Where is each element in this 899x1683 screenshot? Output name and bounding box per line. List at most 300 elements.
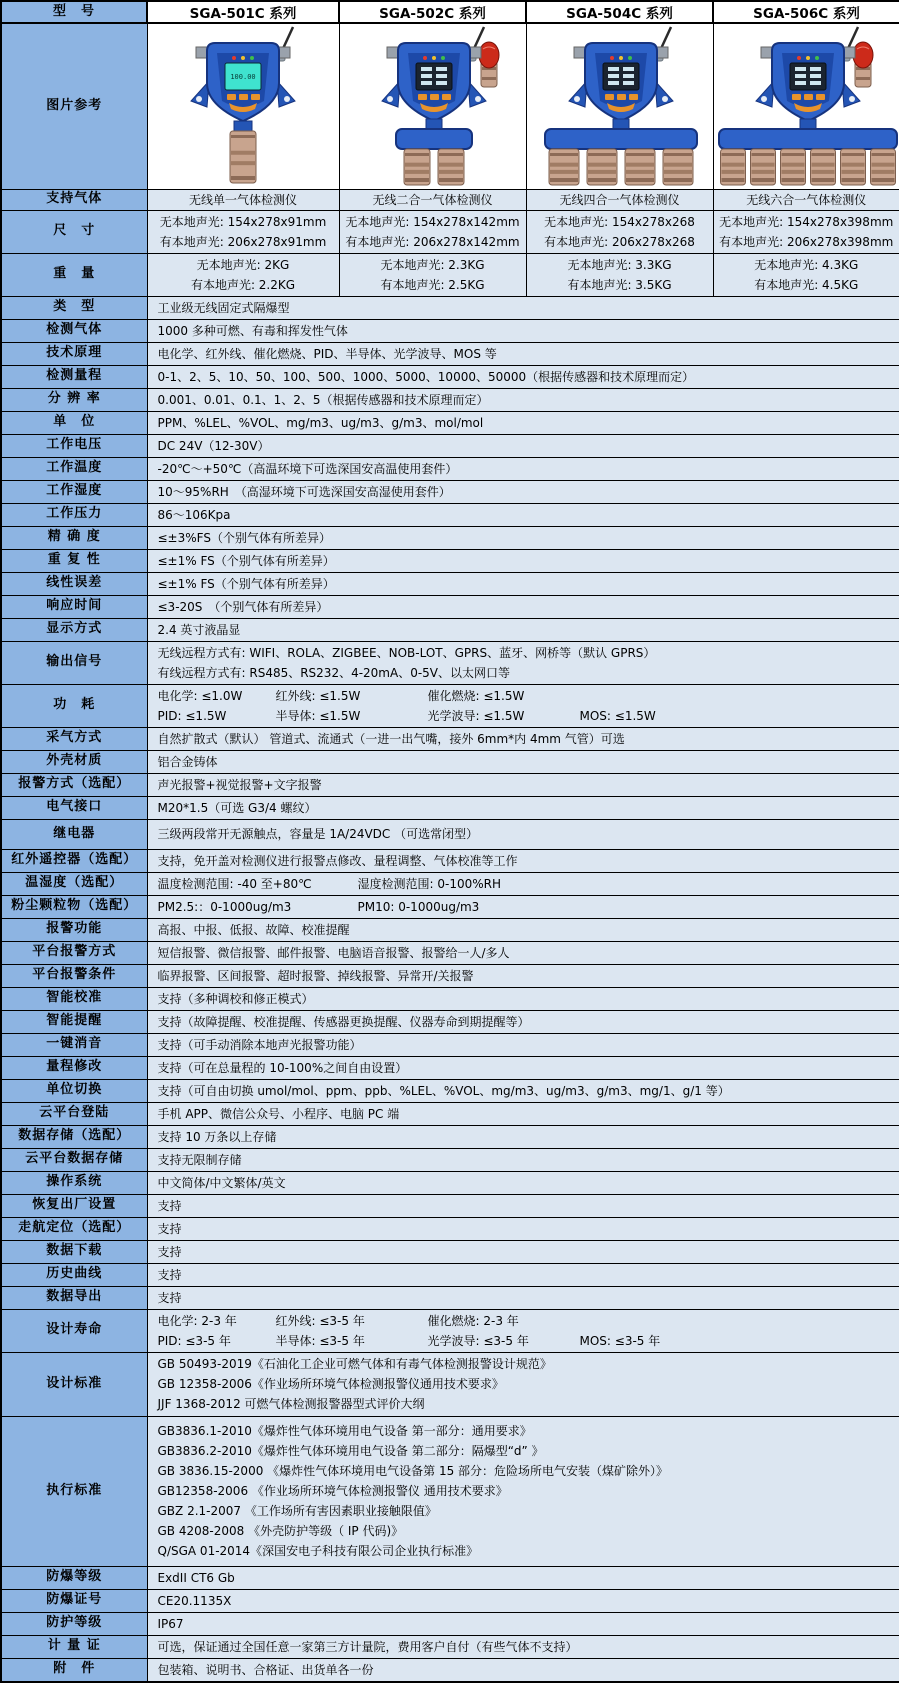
label-weight: 重 量 (1, 253, 147, 296)
label-platform-alarm-cond: 平台报警条件 (1, 964, 147, 987)
size-line: 有本地声光: 206x278x268 (529, 232, 711, 252)
value-line (158, 321, 890, 341)
value-segment: GB 4208-2008 《外壳防护等级（ IP 代码)》 (158, 1521, 404, 1541)
label-data-storage: 数据存储（选配） (1, 1125, 147, 1148)
value-line (158, 798, 890, 818)
value-segment: 温度检测范围: -40 至+80℃ (158, 874, 358, 894)
value-segment: 光学波导: ≤1.5W (428, 706, 580, 726)
value-ir-remote (147, 849, 899, 872)
model-row-label: 型 号 (1, 1, 147, 23)
value-line (158, 459, 890, 479)
value-segment: M20*1.5（可选 G3/4 螺纹） (158, 798, 317, 818)
row-platform-alarm-mode (1, 941, 899, 964)
value-smart-calibration (147, 987, 899, 1010)
row-smart-calibration (1, 987, 899, 1010)
value-segment: 铝合金铸体 (158, 752, 218, 772)
value-support-gas-col4: 无线六合一气体检测仪 (713, 189, 899, 210)
value-line (158, 920, 890, 940)
value-line (158, 1354, 890, 1374)
value-work-humidity (147, 480, 899, 503)
row-data-storage (1, 1125, 899, 1148)
value-line (158, 1591, 890, 1611)
value-segment: 自然扩散式（默认） 管道式、流通式（一进一出气嘴，接外 6mm*内 4mm 气管）可选 (158, 729, 625, 749)
value-repeatability (147, 549, 899, 572)
row-power (1, 684, 899, 727)
value-segment: ≤3-20S （个别气体有所差异） (158, 597, 329, 617)
model-name-sga-3: SGA-504C 系列 (526, 1, 713, 23)
value-segment: PID: ≤1.5W (158, 706, 276, 726)
value-line (158, 686, 890, 706)
value-line (158, 1501, 890, 1521)
value-segment: 0.001、0.01、0.1、1、2、5（根据传感器和技术原理而定） (158, 390, 489, 410)
value-line (158, 298, 890, 318)
value-segment: 半导体: ≤3-5 年 (276, 1331, 428, 1351)
label-exproof-cert: 防爆证号 (1, 1589, 147, 1612)
row-repeatability (1, 549, 899, 572)
label-size: 尺 寸 (1, 210, 147, 253)
row-response-time (1, 595, 899, 618)
label-design-standard: 设计标准 (1, 1352, 147, 1416)
value-support-gas-col2: 无线二合一气体检测仪 (339, 189, 526, 210)
value-factory-reset (147, 1194, 899, 1217)
row-ir-remote (1, 849, 899, 872)
value-segment: PM10: 0-1000ug/m3 (358, 897, 480, 917)
label-output-signal: 输出信号 (1, 641, 147, 684)
value-relay (147, 819, 899, 849)
value-line (158, 1541, 890, 1561)
value-segment: 支持 (158, 1196, 182, 1216)
value-line (158, 1441, 890, 1461)
value-line (158, 1035, 890, 1055)
value-line (158, 1196, 890, 1216)
value-work-pressure (147, 503, 899, 526)
value-segment: 电化学: ≤1.0W (158, 686, 276, 706)
value-weight-col2 (339, 253, 526, 296)
gas-detector-4in1-illustration (527, 25, 714, 187)
weight-line: 有本地声光: 4.5KG (716, 275, 898, 295)
value-segment: 短信报警、微信报警、邮件报警、电脑语音报警、报警给一人/多人 (158, 943, 510, 963)
value-line (158, 824, 890, 844)
value-line (158, 574, 890, 594)
row-exproof-grade (1, 1566, 899, 1589)
value-line (158, 706, 890, 726)
value-segment: 电化学: 2-3 年 (158, 1311, 276, 1331)
value-line (158, 1104, 890, 1124)
row-data-export (1, 1286, 899, 1309)
value-segment: 湿度检测范围: 0-100%RH (358, 874, 502, 894)
label-platform-alarm-mode: 平台报警方式 (1, 941, 147, 964)
value-segment: CE20.1135X (158, 1591, 232, 1611)
value-segment: PID: ≤3-5 年 (158, 1331, 276, 1351)
value-segment: 手机 APP、微信公众号、小程序、电脑 PC 端 (158, 1104, 400, 1124)
row-voltage (1, 434, 899, 457)
row-accuracy (1, 526, 899, 549)
size-line: 有本地声光: 206x278x142mm (342, 232, 524, 252)
row-os (1, 1171, 899, 1194)
size-line: 有本地声光: 206x278x398mm (716, 232, 898, 252)
row-relay (1, 819, 899, 849)
row-one-key-mute (1, 1033, 899, 1056)
value-detect-gas (147, 319, 899, 342)
gas-detector-2in1-illustration (340, 25, 527, 187)
row-linearity (1, 572, 899, 595)
value-line (158, 1521, 890, 1541)
value-line (158, 966, 890, 986)
value-line (158, 344, 890, 364)
label-nav-location: 走航定位（选配） (1, 1217, 147, 1240)
value-accuracy (147, 526, 899, 549)
value-segment: 催化燃烧: ≤1.5W (428, 686, 580, 706)
value-line (158, 1311, 890, 1331)
value-segment: 无线远程方式有: WIFI、ROLA、ZIGBEE、NOB-LOT、GPRS、蓝牙、网桥等（默认 GPRS） (158, 643, 656, 663)
label-exec-standard: 执行标准 (1, 1416, 147, 1566)
value-temp-humidity (147, 872, 899, 895)
row-type (1, 296, 899, 319)
value-line (158, 1173, 890, 1193)
row-work-humidity (1, 480, 899, 503)
row-work-pressure (1, 503, 899, 526)
value-dust (147, 895, 899, 918)
value-alarm-func (147, 918, 899, 941)
value-segment: MOS: ≤1.5W (580, 706, 656, 726)
row-unit-switch (1, 1079, 899, 1102)
value-segment: IP67 (158, 1614, 184, 1634)
value-segment: 临界报警、区间报警、超时报警、掉线报警、异常开/关报警 (158, 966, 474, 986)
weight-line: 有本地声光: 3.5KG (529, 275, 711, 295)
value-segment: 半导体: ≤1.5W (276, 706, 428, 726)
value-unit-switch (147, 1079, 899, 1102)
row-design-standard (1, 1352, 899, 1416)
row-history-curve (1, 1263, 899, 1286)
value-segment: 中文简体/中文繁体/英文 (158, 1173, 286, 1193)
weight-line: 无本地声光: 2KG (150, 255, 337, 275)
label-repeatability: 重 复 性 (1, 549, 147, 572)
row-protection-grade (1, 1612, 899, 1635)
value-segment: 电化学、红外线、催化燃烧、PID、半导体、光学波导、MOS 等 (158, 344, 497, 364)
size-line: 有本地声光: 206x278x91mm (150, 232, 337, 252)
size-line: 无本地声光: 154x278x91mm (150, 212, 337, 232)
value-data-export (147, 1286, 899, 1309)
value-display (147, 618, 899, 641)
value-line (158, 1150, 890, 1170)
value-support-gas-col1: 无线单一气体检测仪 (147, 189, 339, 210)
row-housing (1, 750, 899, 773)
value-design-standard (147, 1352, 899, 1416)
value-segment: 有线远程方式有: RS485、RS232、4-20mA、0-5V、以太网口等 (158, 663, 511, 683)
value-segment: GB3836.1-2010《爆炸性气体环境用电气设备 第一部分：通用要求》 (158, 1421, 532, 1441)
value-segment: 10～95%RH （高湿环境下可选深国安高湿使用套件） (158, 482, 451, 502)
size-line: 无本地声光: 154x278x268 (529, 212, 711, 232)
label-sampling: 采气方式 (1, 727, 147, 750)
row-temp-humidity (1, 872, 899, 895)
label-protection-grade: 防护等级 (1, 1612, 147, 1635)
value-line (158, 989, 890, 1009)
row-sampling (1, 727, 899, 750)
row-exproof-cert (1, 1589, 899, 1612)
row-alarm-func (1, 918, 899, 941)
label-temp-humidity: 温湿度（选配） (1, 872, 147, 895)
product-image-sga-502c (339, 23, 526, 189)
row-exec-standard (1, 1416, 899, 1566)
value-line (158, 436, 890, 456)
value-segment: 支持 (158, 1265, 182, 1285)
value-range-modify (147, 1056, 899, 1079)
value-metering-cert (147, 1635, 899, 1658)
value-exproof-grade (147, 1566, 899, 1589)
value-segment: GB 12358-2006《作业场所环境气体检测报警仪通用技术要求》 (158, 1374, 504, 1394)
value-segment: 支持无限制存储 (158, 1150, 242, 1170)
label-work-temp: 工作温度 (1, 457, 147, 480)
value-line (158, 1127, 890, 1147)
value-segment: 催化燃烧: 2-3 年 (428, 1311, 580, 1331)
value-segment: 工业级无线固定式隔爆型 (158, 298, 290, 318)
label-factory-reset: 恢复出厂设置 (1, 1194, 147, 1217)
weight-line: 无本地声光: 4.3KG (716, 255, 898, 275)
product-image-sga-504c (526, 23, 713, 189)
gas-detector-single-illustration (149, 25, 337, 187)
value-size-col4 (713, 210, 899, 253)
label-work-humidity: 工作湿度 (1, 480, 147, 503)
row-dust (1, 895, 899, 918)
value-cloud-login (147, 1102, 899, 1125)
value-weight-col4 (713, 253, 899, 296)
value-segment: 支持（可在总量程的 10-100%之间自由设置） (158, 1058, 408, 1078)
value-work-temp (147, 457, 899, 480)
svg-text:100.00: 100.00 (230, 73, 255, 81)
label-relay: 继电器 (1, 819, 147, 849)
value-segment: ≤±3%FS（个别气体有所差异） (158, 528, 331, 548)
value-segment: GB12358-2006 《作业场所环境气体检测报警仪 通用技术要求》 (158, 1481, 508, 1501)
value-line (158, 643, 890, 663)
row-output-signal (1, 641, 899, 684)
value-line (158, 1265, 890, 1285)
value-response-time (147, 595, 899, 618)
value-smart-remind (147, 1010, 899, 1033)
value-segment: 2.4 英寸液晶显 (158, 620, 241, 640)
label-design-life: 设计寿命 (1, 1309, 147, 1352)
size-line: 无本地声光: 154x278x398mm (716, 212, 898, 232)
value-segment: PPM、%LEL、%VOL、mg/m3、ug/m3、g/m3、mol/mol (158, 413, 484, 433)
value-weight-col1 (147, 253, 339, 296)
label-principle: 技术原理 (1, 342, 147, 365)
label-voltage: 工作电压 (1, 434, 147, 457)
value-sampling (147, 727, 899, 750)
value-line (158, 1637, 890, 1657)
label-alarm-mode: 报警方式（选配） (1, 773, 147, 796)
value-segment: ExdII CT6 Gb (158, 1568, 235, 1588)
value-line (158, 729, 890, 749)
row-metering-cert (1, 1635, 899, 1658)
value-segment: 包装箱、说明书、合格证、出货单各一份 (158, 1660, 374, 1680)
value-line (158, 943, 890, 963)
row-principle (1, 342, 899, 365)
value-line (158, 851, 890, 871)
value-segment: GB3836.2-2010《爆炸性气体环境用电气设备 第二部分：隔爆型“d” 》 (158, 1441, 544, 1461)
label-resolution: 分 辨 率 (1, 388, 147, 411)
size-line: 无本地声光: 154x278x142mm (342, 212, 524, 232)
value-segment: GBZ 2.1-2007 《工作场所有害因素职业接触限值》 (158, 1501, 437, 1521)
row-model (1, 1, 899, 23)
label-cloud-login: 云平台登陆 (1, 1102, 147, 1125)
value-design-life (147, 1309, 899, 1352)
product-image-sga-506c (713, 23, 899, 189)
value-linearity (147, 572, 899, 595)
value-segment: 86～106Kpa (158, 505, 231, 525)
row-weight (1, 253, 899, 296)
row-alarm-mode (1, 773, 899, 796)
value-line (158, 620, 890, 640)
label-unit-switch: 单位切换 (1, 1079, 147, 1102)
value-segment: 支持（可自由切换 umol/mol、ppm、ppb、%LEL、%VOL、mg/m3、ug/m3、g/m3、mg/1、g/1 等） (158, 1081, 730, 1101)
value-principle (147, 342, 899, 365)
weight-line: 有本地声光: 2.5KG (342, 275, 524, 295)
value-resolution (147, 388, 899, 411)
value-segment: 红外线: ≤1.5W (276, 686, 428, 706)
value-segment: 支持（多种调校和修正模式） (158, 989, 314, 1009)
value-size-col1 (147, 210, 339, 253)
label-smart-remind: 智能提醒 (1, 1010, 147, 1033)
value-segment: GB 3836.15-2000 《爆炸性气体环境用电气设备第 15 部分：危险场所电气安装（煤矿除外）》 (158, 1461, 669, 1481)
value-line (158, 1242, 890, 1262)
row-cloud-storage (1, 1148, 899, 1171)
value-exproof-cert (147, 1589, 899, 1612)
row-data-download (1, 1240, 899, 1263)
label-one-key-mute: 一键消音 (1, 1033, 147, 1056)
value-line (158, 551, 890, 571)
label-range: 检测量程 (1, 365, 147, 388)
row-unit (1, 411, 899, 434)
label-support-gas: 支持气体 (1, 189, 147, 210)
value-line (158, 1081, 890, 1101)
value-nav-location (147, 1217, 899, 1240)
label-type: 类 型 (1, 296, 147, 319)
value-segment: 支持（可手动消除本地声光报警功能） (158, 1035, 362, 1055)
value-segment: 声光报警+视觉报警+文字报警 (158, 775, 322, 795)
label-dust: 粉尘颗粒物（选配） (1, 895, 147, 918)
value-line (158, 1374, 890, 1394)
row-accessories (1, 1658, 899, 1682)
value-weight-col3 (526, 253, 713, 296)
weight-line: 无本地声光: 2.3KG (342, 255, 524, 275)
value-line (158, 1568, 890, 1588)
value-range (147, 365, 899, 388)
value-cloud-storage (147, 1148, 899, 1171)
value-line (158, 1481, 890, 1501)
value-line (158, 1058, 890, 1078)
value-line (158, 367, 890, 387)
row-product-images (1, 23, 899, 189)
value-line (158, 752, 890, 772)
label-linearity: 线性误差 (1, 572, 147, 595)
value-electrical-port (147, 796, 899, 819)
value-accessories (147, 1658, 899, 1682)
label-alarm-func: 报警功能 (1, 918, 147, 941)
value-line (158, 1394, 890, 1414)
value-segment: 高报、中报、低报、故障、校准提醒 (158, 920, 350, 940)
value-line (158, 597, 890, 617)
value-segment: Q/SGA 01-2014《深国安电子科技有限公司企业执行标准》 (158, 1541, 479, 1561)
model-name-sga-4: SGA-506C 系列 (713, 1, 899, 23)
value-segment: 1000 多种可燃、有毒和挥发性气体 (158, 321, 348, 341)
image-row-label: 图片参考 (1, 23, 147, 189)
label-os: 操作系统 (1, 1171, 147, 1194)
row-factory-reset (1, 1194, 899, 1217)
value-segment: 支持（故障提醒、校准提醒、传感器更换提醒、仪器寿命到期提醒等） (158, 1012, 530, 1032)
value-line (158, 1331, 890, 1351)
value-line (158, 1660, 890, 1680)
row-support-gas (1, 189, 899, 210)
value-segment: 支持，免开盖对检测仪进行报警点修改、量程调整、气体校准等工作 (158, 851, 518, 871)
value-segment: 可选，保证通过全国任意一家第三方计量院，费用客户自付（有些气体不支持） (158, 1637, 578, 1657)
value-line (158, 897, 890, 917)
value-segment: 0-1、2、5、10、50、100、500、1000、5000、10000、50000（根据传感器和技术原理而定） (158, 367, 695, 387)
value-line (158, 1614, 890, 1634)
value-segment: 光学波导: ≤3-5 年 (428, 1331, 580, 1351)
value-segment: ≤±1% FS（个别气体有所差异） (158, 574, 335, 594)
value-line (158, 1461, 890, 1481)
value-protection-grade (147, 1612, 899, 1635)
value-line (158, 1219, 890, 1239)
value-history-curve (147, 1263, 899, 1286)
value-segment: 支持 (158, 1242, 182, 1262)
value-platform-alarm-mode (147, 941, 899, 964)
value-line (158, 775, 890, 795)
value-segment: 红外线: ≤3-5 年 (276, 1311, 428, 1331)
value-segment: DC 24V（12-30V） (158, 436, 270, 456)
label-exproof-grade: 防爆等级 (1, 1566, 147, 1589)
value-line (158, 390, 890, 410)
value-size-col3 (526, 210, 713, 253)
value-segment: 支持 (158, 1288, 182, 1308)
label-accessories: 附 件 (1, 1658, 147, 1682)
value-segment: PM2.5:：0-1000ug/m3 (158, 897, 358, 917)
value-voltage (147, 434, 899, 457)
value-line (158, 1421, 890, 1441)
value-segment: GB 50493-2019《石油化工企业可燃气体和有毒气体检测报警设计规范》 (158, 1354, 552, 1374)
value-housing (147, 750, 899, 773)
row-size (1, 210, 899, 253)
label-data-download: 数据下载 (1, 1240, 147, 1263)
row-work-temp (1, 457, 899, 480)
value-segment: -20℃～+50℃（高温环境下可选深国安高温使用套件） (158, 459, 458, 479)
weight-line: 有本地声光: 2.2KG (150, 275, 337, 295)
value-segment: 支持 10 万条以上存储 (158, 1127, 277, 1147)
value-support-gas-col3: 无线四合一气体检测仪 (526, 189, 713, 210)
row-platform-alarm-cond (1, 964, 899, 987)
value-data-storage (147, 1125, 899, 1148)
product-image-sga-501c (147, 23, 339, 189)
label-detect-gas: 检测气体 (1, 319, 147, 342)
label-accuracy: 精 确 度 (1, 526, 147, 549)
value-segment: MOS: ≤3-5 年 (580, 1331, 661, 1351)
label-smart-calibration: 智能校准 (1, 987, 147, 1010)
weight-line: 无本地声光: 3.3KG (529, 255, 711, 275)
row-detect-gas (1, 319, 899, 342)
value-power (147, 684, 899, 727)
value-size-col2 (339, 210, 526, 253)
row-electrical-port (1, 796, 899, 819)
label-work-pressure: 工作压力 (1, 503, 147, 526)
label-data-export: 数据导出 (1, 1286, 147, 1309)
label-response-time: 响应时间 (1, 595, 147, 618)
value-line (158, 505, 890, 525)
label-metering-cert: 计 量 证 (1, 1635, 147, 1658)
value-alarm-mode (147, 773, 899, 796)
value-one-key-mute (147, 1033, 899, 1056)
model-name-sga-1: SGA-501C 系列 (147, 1, 339, 23)
value-data-download (147, 1240, 899, 1263)
value-output-signal (147, 641, 899, 684)
